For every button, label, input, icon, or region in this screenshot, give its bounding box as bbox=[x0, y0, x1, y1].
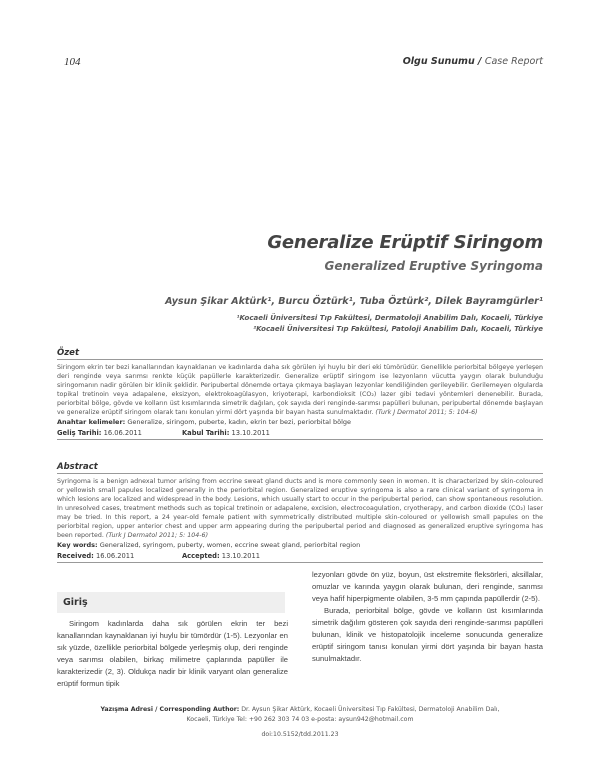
abstract-accepted bbox=[182, 552, 260, 560]
abstract-accepted-date: 13.10.2011 bbox=[221, 552, 261, 560]
article-subtitle: Generalized Eruptive Syringoma bbox=[324, 259, 543, 273]
giris-heading: Giriş bbox=[57, 592, 285, 613]
address-line-2: Kocaeli, Türkiye Tel: +90 262 303 74 03 e-posta: aysun942@hotmail.com bbox=[186, 716, 414, 723]
ozet-received bbox=[57, 429, 182, 437]
abstract-accepted-label: Accepted: bbox=[182, 552, 220, 560]
abstract-keywords-label: Key words: bbox=[57, 541, 98, 549]
ozet-accepted-label: Kabul Tarihi: bbox=[182, 429, 230, 437]
abstract-citation: (Turk J Dermatol 2011; 5: 104-6) bbox=[105, 532, 209, 539]
address-label: Yazışma Adresi / Corresponding Author: bbox=[100, 706, 240, 713]
ozet-section bbox=[57, 348, 543, 440]
author-list: Aysun Şikar Aktürk¹, Burcu Öztürk¹, Tuba Öztürk², Dilek Bayramgürler¹ bbox=[165, 296, 543, 307]
affiliation-1: ¹Kocaeli Üniversitesi Tıp Fakültesi, Dermatoloji Anabilim Dalı, Kocaeli, Türkiye bbox=[236, 314, 543, 322]
ozet-accepted bbox=[182, 429, 270, 437]
ozet-keywords-value: Generalize, siringom, puberte, kadın, ekrin ter bezi, periorbital bölge bbox=[127, 418, 352, 426]
abstract-received-label: Received: bbox=[57, 552, 94, 560]
abstract-body: Syringoma is a benign adnexal tumor arising from eccrine sweat gland ducts and is more commonly seen in women. It is characterized by skin-coloured or yellowish small papules localized generally in the periorbital region. Generalized eruptive syringoma is also a rare clinical variant of syringoma in which lesions are localized and widespread in the body. Lesions, which usually start to occur in the peripubertal period, can show spontaneous resolution. In unresolved cases, treatment methods such as topical tretinoin or adapalene, excision, electrocoagulation, cryotherapy, and carbon dioxide (CO₂) laser may be tried. In this report, a 24 year-old female patient with symmetrically distributed multiple skin-coloured or yellowish small papules on the periorbital region, upper anterior chest and upper arm appearing during the peripubertal period and diagnosed as generalized eruptive syringoma has been reported. bbox=[57, 478, 543, 539]
page-number: 104 bbox=[64, 56, 81, 68]
ozet-received-date: 16.06.2011 bbox=[103, 429, 142, 437]
abstract-received-date: 16.06.2011 bbox=[95, 552, 135, 560]
body-right-column bbox=[312, 569, 543, 665]
abstract-dates bbox=[57, 552, 543, 563]
doi: doi:10.5152/tdd.2011.23 bbox=[261, 731, 339, 738]
ozet-body: Siringom ekrin ter bezi kanallarından kaynaklanan ve kadınlarda daha sık görülen iyi huylu bir deri eki tümörüdür. Genellikle periorbital bölgeye yerleşen deri renginde veya sarımsı renkte küçük papüllerle karakterizedir. Generalize erüptif siringom ise lezyonların vücutta yaygın olarak bulunduğu siringomanın nadir görülen bir klinik şeklidir. Peripubertal dönemde ortaya çıkmaya başlayan lezyonlar kendiliğinden gerileyebilir. Gerilemeyen olgularda topikal tretinoin veya adapalene, eksizyon, elektrokoagülasyon, kriyoterapi, karbondioksit (CO₂) lazer gibi tedavi yöntemleri denenebilir. Burada, periorbital bölge, gövde ve kolların üst kısımlarında simetrik dağılan, çok sayıda deri renginde-sarımsı papülleri bulunan, peripubertal dönemde başlayan ve generalize erüptif siringom olarak tanı konulan yirmi dört yaşında bir bayan hasta sunulmaktadır. bbox=[57, 364, 543, 416]
section-label-tr: Olgu Sunumu bbox=[402, 56, 475, 67]
abstract-keywords-value: Generalized, syringom, puberty, women, eccrine sweat gland, periorbital region bbox=[99, 541, 361, 549]
abstract-keywords bbox=[57, 541, 543, 550]
affiliation-2: ²Kocaeli Üniversitesi Tıp Fakültesi, Patoloji Anabilim Dalı, Kocaeli, Türkiye bbox=[253, 325, 543, 333]
abstract-heading: Abstract bbox=[57, 462, 543, 474]
abstract-text bbox=[57, 477, 543, 540]
abstract-section bbox=[57, 462, 543, 563]
abstract-received bbox=[57, 552, 182, 560]
address-line-1 bbox=[57, 705, 543, 715]
ozet-keywords bbox=[57, 418, 543, 427]
ozet-keywords-label: Anahtar kelimeler: bbox=[57, 418, 126, 426]
ozet-citation: (Turk J Dermatol 2011; 5: 104-6) bbox=[375, 409, 478, 416]
ozet-accepted-date: 13.10.2011 bbox=[231, 429, 270, 437]
article-title: Generalize Erüptif Siringom bbox=[267, 232, 543, 253]
running-head bbox=[403, 56, 543, 67]
section-separator: / bbox=[474, 56, 485, 67]
ozet-heading: Özet bbox=[57, 348, 543, 360]
body-paragraph: Burada, periorbital bölge, gövde ve kolların üst kısımlarında simetrik dağılım gösteren çok sayıda deri renginde-sarımsı papülleri bulunan, klinik ve histopatolojik inceleme sonucunda generalize erüptif siringom tanısı konulan yirmi dört yaşında bir bayan hasta sunulmaktadır. bbox=[312, 606, 543, 663]
section-label-en: Case Report bbox=[484, 56, 543, 67]
correspondence-footer bbox=[57, 705, 543, 740]
address-text-1: Dr. Aysun Şikar Aktürk, Kocaeli Üniversitesi Tıp Fakültesi, Dermatoloji Anabilim Dalı, bbox=[241, 706, 500, 713]
body-left-column bbox=[57, 618, 288, 690]
ozet-text bbox=[57, 363, 543, 417]
ozet-dates bbox=[57, 429, 543, 440]
ozet-received-label: Geliş Tarihi: bbox=[57, 429, 102, 437]
body-paragraph: lezyonları gövde ön yüz, boyun, üst ekstremite fleksörleri, aksillalar, omuzlar ve karında yaygın olarak bulunan, deri renginde, sarımsı veya hafif hiperpigmente olabilen, 3-5 mm çapında papüllerdir (2-5). bbox=[312, 570, 543, 603]
body-paragraph: Siringom kadınlarda daha sık görülen ekrin ter bezi kanallarından kaynaklanan iyi huylu bir tümördür (1-5). Lezyonlar en sık yüzde, özellikle periorbital bölgede yerleşmiş olup, deri renginde veya sarımsı olabilen, birkaç milimetre çaplarında papüller ile karakterizedir (2, 3). Oldukça nadir bir klinik varyant olan generalize erüptif formun tipik bbox=[57, 619, 288, 688]
